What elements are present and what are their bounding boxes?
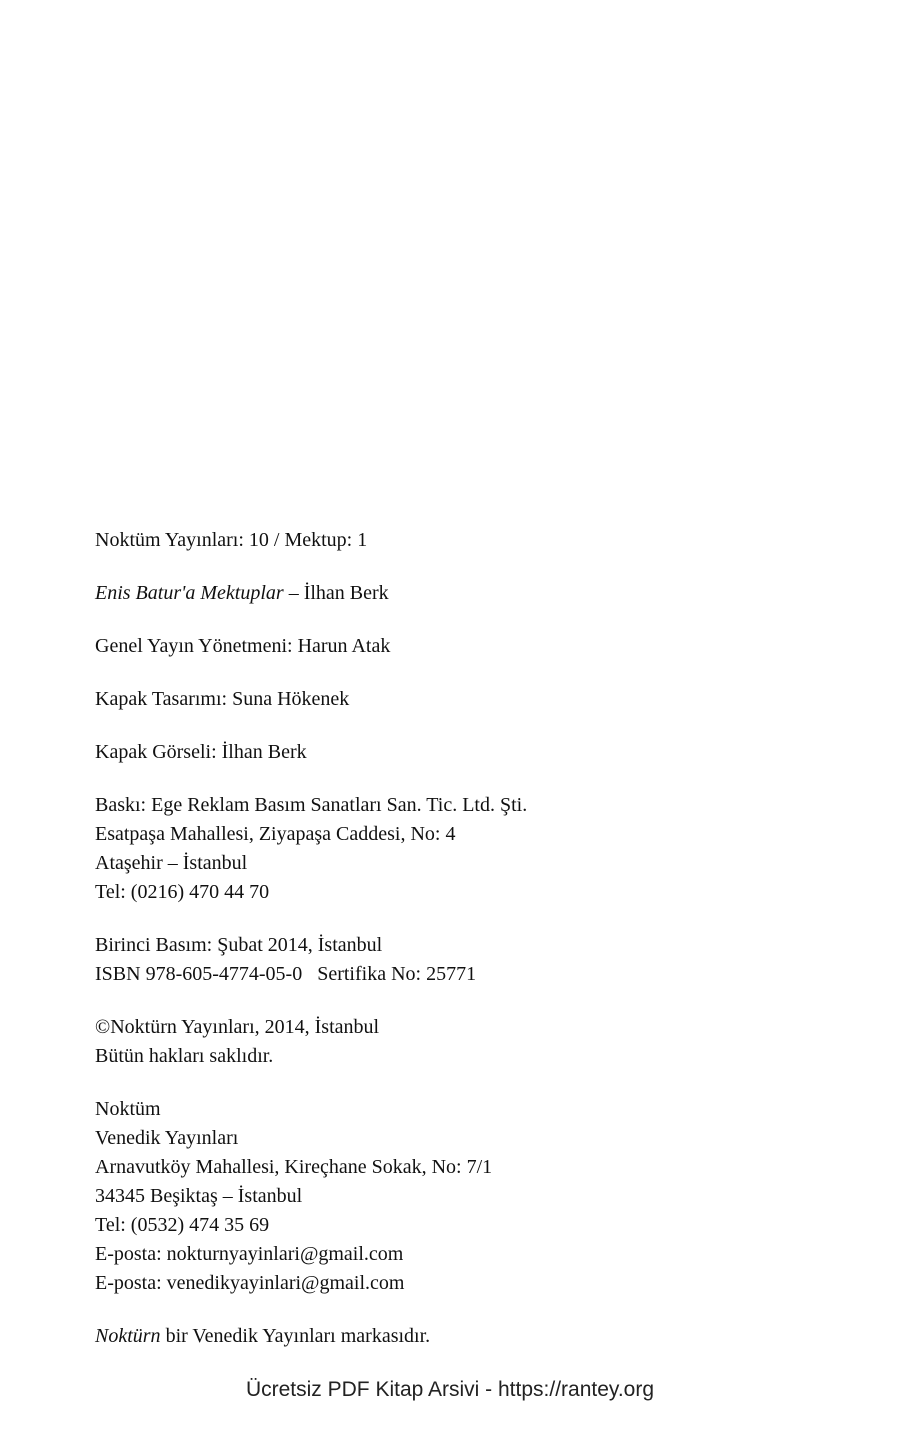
publisher-address: Arnavutköy Mahallesi, Kireçhane Sokak, No: 7/1 [95, 1156, 493, 1178]
cover-image-credit: Kapak Görseli: İlhan Berk [95, 741, 307, 763]
isbn-line: ISBN 978-605-4774-05-0 Sertifika No: 25771 [95, 963, 477, 985]
book-author: İlhan Berk [303, 582, 389, 604]
book-line [95, 579, 815, 608]
publisher-email-2: E-posta: venedikyayinlari@gmail.com [95, 1272, 405, 1294]
copyright-line: ©Noktürn Yayınları, 2014, İstanbul [95, 1016, 380, 1038]
rights-line: Bütün hakları saklıdır. [95, 1045, 274, 1067]
publisher-email-1: E-posta: nokturnyayinlari@gmail.com [95, 1243, 404, 1265]
publisher-company: Venedik Yayınları [95, 1127, 239, 1149]
cover-design-credit: Kapak Tasarımı: Suna Hökenek [95, 688, 350, 710]
brand-note [95, 1322, 815, 1351]
publisher-city: 34345 Beşiktaş – İstanbul [95, 1185, 303, 1207]
publisher-name: Noktüm [95, 1098, 161, 1120]
publisher-phone: Tel: (0532) 474 35 69 [95, 1214, 270, 1236]
brand-name: Noktürn [95, 1325, 161, 1347]
printer-phone: Tel: (0216) 470 44 70 [95, 881, 270, 903]
series-line: Noktüm Yayınları: 10 / Mektup: 1 [95, 529, 368, 551]
editor-credit: Genel Yayın Yönetmeni: Harun Atak [95, 635, 391, 657]
printer-city: Ataşehir – İstanbul [95, 852, 248, 874]
first-print: Birinci Basım: Şubat 2014, İstanbul [95, 934, 383, 956]
colophon [95, 526, 815, 1351]
printer-address: Esatpaşa Mahallesi, Ziyapaşa Caddesi, No: 4 [95, 823, 456, 845]
book-separator: – [283, 582, 304, 604]
printer-name: Baskı: Ege Reklam Basım Sanatları San. Tic. Ltd. Şti. [95, 794, 528, 816]
footer-watermark: Ücretsiz PDF Kitap Arsivi - https://rantey.org [245, 1378, 655, 1401]
brand-note-text: bir Venedik Yayınları markasıdır. [160, 1325, 431, 1347]
book-title: Enis Batur'a Mektuplar [95, 582, 284, 604]
